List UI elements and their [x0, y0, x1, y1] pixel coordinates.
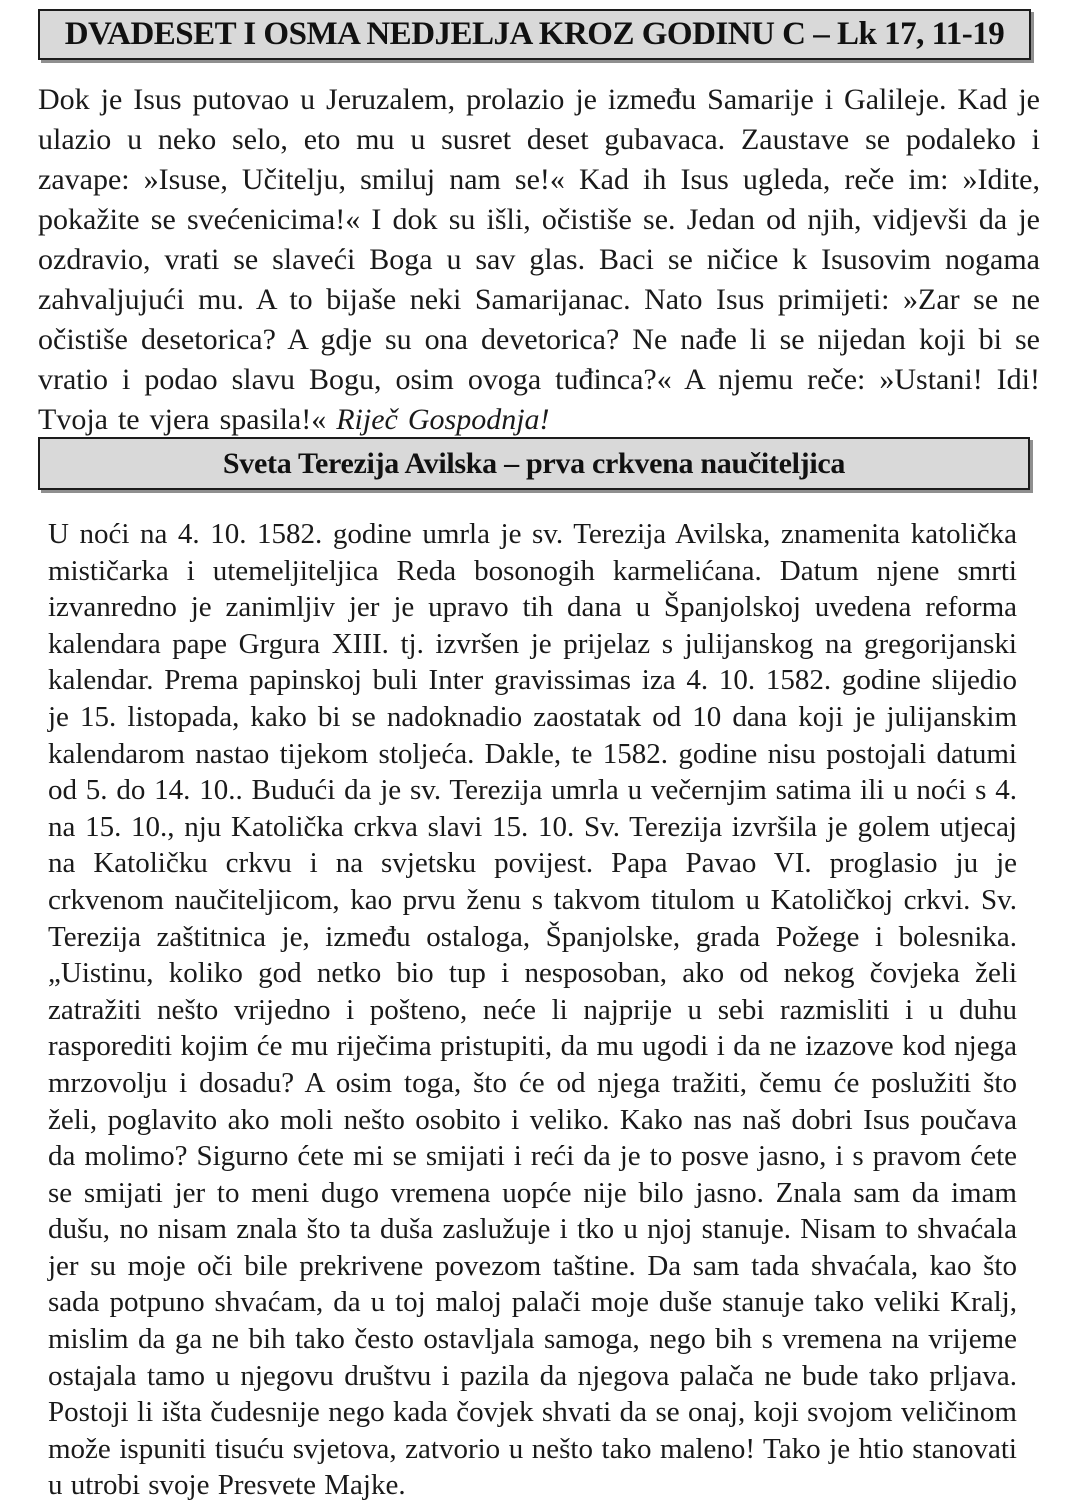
section-title-banner — [38, 437, 1030, 490]
sunday-title-text: DVADESET I OSMA NEDJELJA KROZ GODINU C – Lk 17, 11-19 — [64, 16, 1005, 52]
article-paragraph — [48, 516, 1017, 1504]
gospel-paragraph — [38, 80, 1040, 440]
gospel-closing-phrase: Riječ Gospodnja! — [336, 403, 550, 436]
sunday-title-banner — [38, 9, 1031, 60]
gospel-text: Dok je Isus putovao u Jeruzalem, prolazio je između Samarije i Galileje. Kad je ulazio u neko selo, eto mu u susret deset gubavaca. Zaustave se podaleko i zavape: »Isuse, Učitelju, smiluj nam se!« Kad ih Isus ugleda, reče im: »Idite, pokažite se svećenicima!« I dok su išli, očistiše se. Jedan od njih, vidjevši da je ozdravio, vrati se slaveći Boga u sav glas. Baci se ničice k Isusovim nogama zahvaljujući mu. A to bijaše neki Samarijanac. Nato Isus primijeti: »Zar se ne očistiše desetorica? A gdje su ona devetorica? Ne nađe li se nijedan koji bi se vratio i podao slavu Bogu, osim ovoga tuđinca?« A njemu reče: »Ustani! Idi! Tvoja te vjera spasila!« — [38, 83, 1040, 436]
section-title-text: Sveta Terezija Avilska – prva crkvena naučiteljica — [222, 446, 846, 480]
article-text: U noći na 4. 10. 1582. godine umrla je sv. Terezija Avilska, znamenita katolička mističarka i utemeljiteljica Reda bosonogih karmelićana. Datum njene smrti izvanredno je zanimljiv jer je upravo tih dana u Španjolskoj uvedena reforma kalendara pape Grgura XIII. tj. izvršen je prijelaz s julijanskog na gregorijanski kalendar. Prema papinskoj buli Inter gravissimas iza 4. 10. 1582. godine slijedio je 15. listopada, kako bi se nadoknadio zaostatak od 10 dana koji je julijanskim kalendarom nastao tijekom stoljeća. Dakle, te 1582. godine nisu postojali datumi od 5. do 14. 10.. Budući da je sv. Terezija umrla u večernjim satima ili u noći s 4. na 15. 10., nju Katolička crkva slavi 15. 10. Sv. Terezija izvršila je golem utjecaj na Katoličku crkvu i na svjetsku povijest. Papa Pavao VI. proglasio ju je crkvenom naučiteljicom, kao prvu ženu s takvom titulom u Katoličkoj crkvi. Sv. Terezija zaštitnica je, između ostaloga, Španjolske, grada Požege i bolesnika. „Uistinu, koliko god netko bio tup i nesposoban, ako od nekog čovjeka želi zatražiti nešto vrijedno i pošteno, neće li najprije u sebi razmisliti i u duhu rasporediti kojim će mu riječima pristupiti, da mu ugodi i da ne izazove kod njega mrzovolju i dosadu? A osim toga, što će od njega tražiti, čemu će poslužiti što želi, poglavito ako moli nešto osobito i veliko. Kako nas naš dobri Isus poučava da molimo? Sigurno ćete mi se smijati i reći da je to posve jasno, i s pravom ćete se smijati jer to meni dugo vremena uopće nije bilo jasno. Znala sam da imam dušu, no nisam znala što ta duša zaslužuje i tko u njoj stanuje. Nisam to shvaćala jer su moje oči bile prekrivene povezom taštine. Da sam tada shvaćala, kao što sada potpuno shvaćam, da u toj maloj palači moje duše stanuje tako veliki Kralj, mislim da ga ne bih tako često ostavljala samoga, nego bih s vremena na vrijeme ostajala tamo u njegovu društvu i pazila da njegova palača ne bude tako prljava. Postoji li išta čudesnije nego kada čovjek shvati da se onaj, koji svojom veličinom može ispuniti tisuću svjetova, zatvorio u nešto tako maleno! Tako je htio stanovati u utrobi svoje Presvete Majke. — [48, 518, 1017, 1502]
